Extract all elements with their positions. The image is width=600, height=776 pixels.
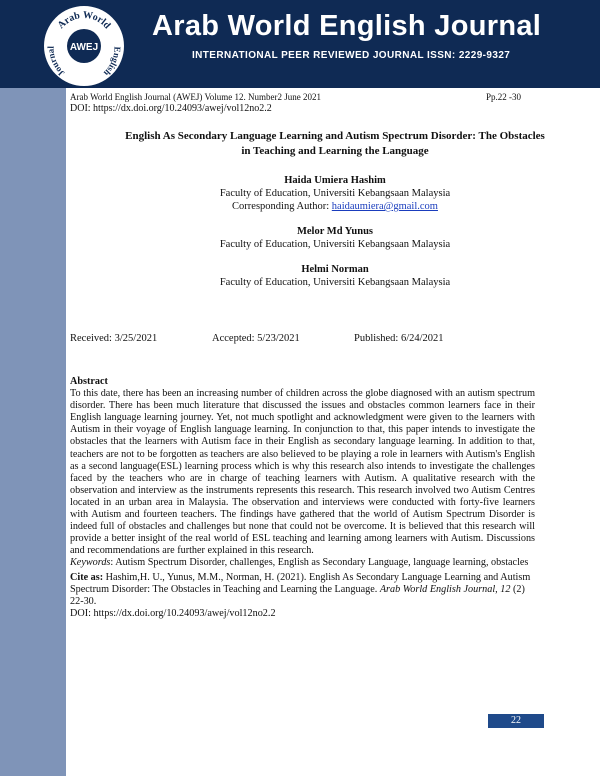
journal-subtitle: INTERNATIONAL PEER REVIEWED JOURNAL ISSN: 2229-9327 [192, 50, 511, 61]
cite-label: Cite as: [70, 571, 104, 583]
abstract-body: To this date, there has been an increasing number of children across the globe diagnosed with an autism spectrum disorder. There has been much literature that discussed the issues and obstacles common learners face in their English language learning journey. Yet, not much spotlight and acknowledgment were given to the learners with Autism in their voyage of English language learning. In conjunction to that, this paper intends to investigate the obstacles that the learners with Autism face in their English as secondary language learning. In addition to that, teachers are not to be forgotten as teachers are also believed to be playing a role in learners with Autism's English as a second language(ESL) learning process which is why this research also intends to investigate the challenges faced by the teachers who are in charge of teaching learners with Autism. A qualitative research with the observation and interview as the instruments represents this research. This research involved two Autism Centres located in an urban area in Malaysia. The observation and interviews were conducted with forty-five learners with Autism and fourteen teachers. The findings have gathered that the world of Autism Spectrum Disorder is indeed full of obstacles and challenges but none that could not be overcome. It is believed that this research will provide a better insight of the real world of ESL teaching and learning among learners with Autism. Discussions and recommendations are further explained in this research. [70, 388, 535, 557]
logo-left-text: Journal [45, 45, 67, 79]
keywords-label: Keywords [70, 557, 111, 569]
cite-doi: DOI: https://dx.doi.org/10.24093/awej/vol12no2.2 [70, 607, 276, 619]
author-affiliation: Faculty of Education, Universiti Kebangsaan Malaysia [219, 277, 451, 288]
svg-text:English [102, 46, 123, 78]
cite-journal: Arab World English Journal, 12 [379, 583, 511, 595]
keywords-text: : Autism Spectrum Disorder, challenges, English as Secondary Language, language learning, obstacles [110, 557, 529, 569]
svg-text:Journal [46, 45, 67, 78]
svg-text:Arab World [56, 10, 113, 32]
logo-top-text: Arab World [55, 9, 113, 32]
author-name: Helmi Norman [301, 264, 369, 275]
title-line-1: English As Secondary Language Learning and Autism Spectrum Disorder: The Obstacles [125, 130, 545, 142]
article-title [70, 129, 600, 159]
author-name: Haida Umiera Hashim [284, 175, 386, 186]
title-line-2: in Teaching and Learning the Language [241, 145, 429, 157]
cite-text: Hashim,H. U., Yunus, M.M., Norman, H. (2021). English As Secondary Language Learning and Autism Spectrum Disorder: The Obstacles in Teaching and Learning the Language. [70, 571, 531, 595]
published-date: Published: 6/24/2021 [354, 333, 444, 344]
logo-right-text: English [101, 46, 123, 79]
received-date: Received: 3/25/2021 [70, 333, 158, 344]
cite-tail: (2) 22-30. [70, 583, 525, 607]
journal-name: Arab World English Journal [152, 10, 542, 42]
abstract-section [70, 376, 535, 620]
left-sidebar-band [0, 0, 66, 776]
journal-logo [42, 4, 126, 88]
page-range: Pp.22 -30 [486, 92, 522, 102]
issue-info: Arab World English Journal (AWEJ) Volume 12. Number2 June 2021 [70, 92, 322, 102]
abstract-heading: Abstract [70, 376, 108, 387]
citation [70, 572, 535, 608]
corresponding-author [70, 200, 600, 213]
accepted-date: Accepted: 5/23/2021 [212, 333, 300, 344]
author-list [70, 174, 600, 301]
journal-header [0, 0, 600, 88]
keywords [70, 557, 535, 569]
author-block [70, 263, 600, 289]
author-block [70, 174, 600, 213]
corresponding-label: Corresponding Author: [232, 201, 332, 212]
author-affiliation: Faculty of Education, Universiti Kebangsaan Malaysia [219, 188, 451, 199]
email-link[interactable]: haidaumiera@gmail.com [331, 201, 438, 212]
author-affiliation: Faculty of Education, Universiti Kebangsaan Malaysia [219, 239, 451, 250]
author-name: Melor Md Yunus [296, 226, 374, 237]
author-block [70, 225, 600, 251]
article-doi: DOI: https://dx.doi.org/10.24093/awej/vol12no2.2 [70, 103, 272, 114]
page-number: 22 [488, 714, 544, 728]
logo-center-text: AWEJ [69, 42, 99, 53]
